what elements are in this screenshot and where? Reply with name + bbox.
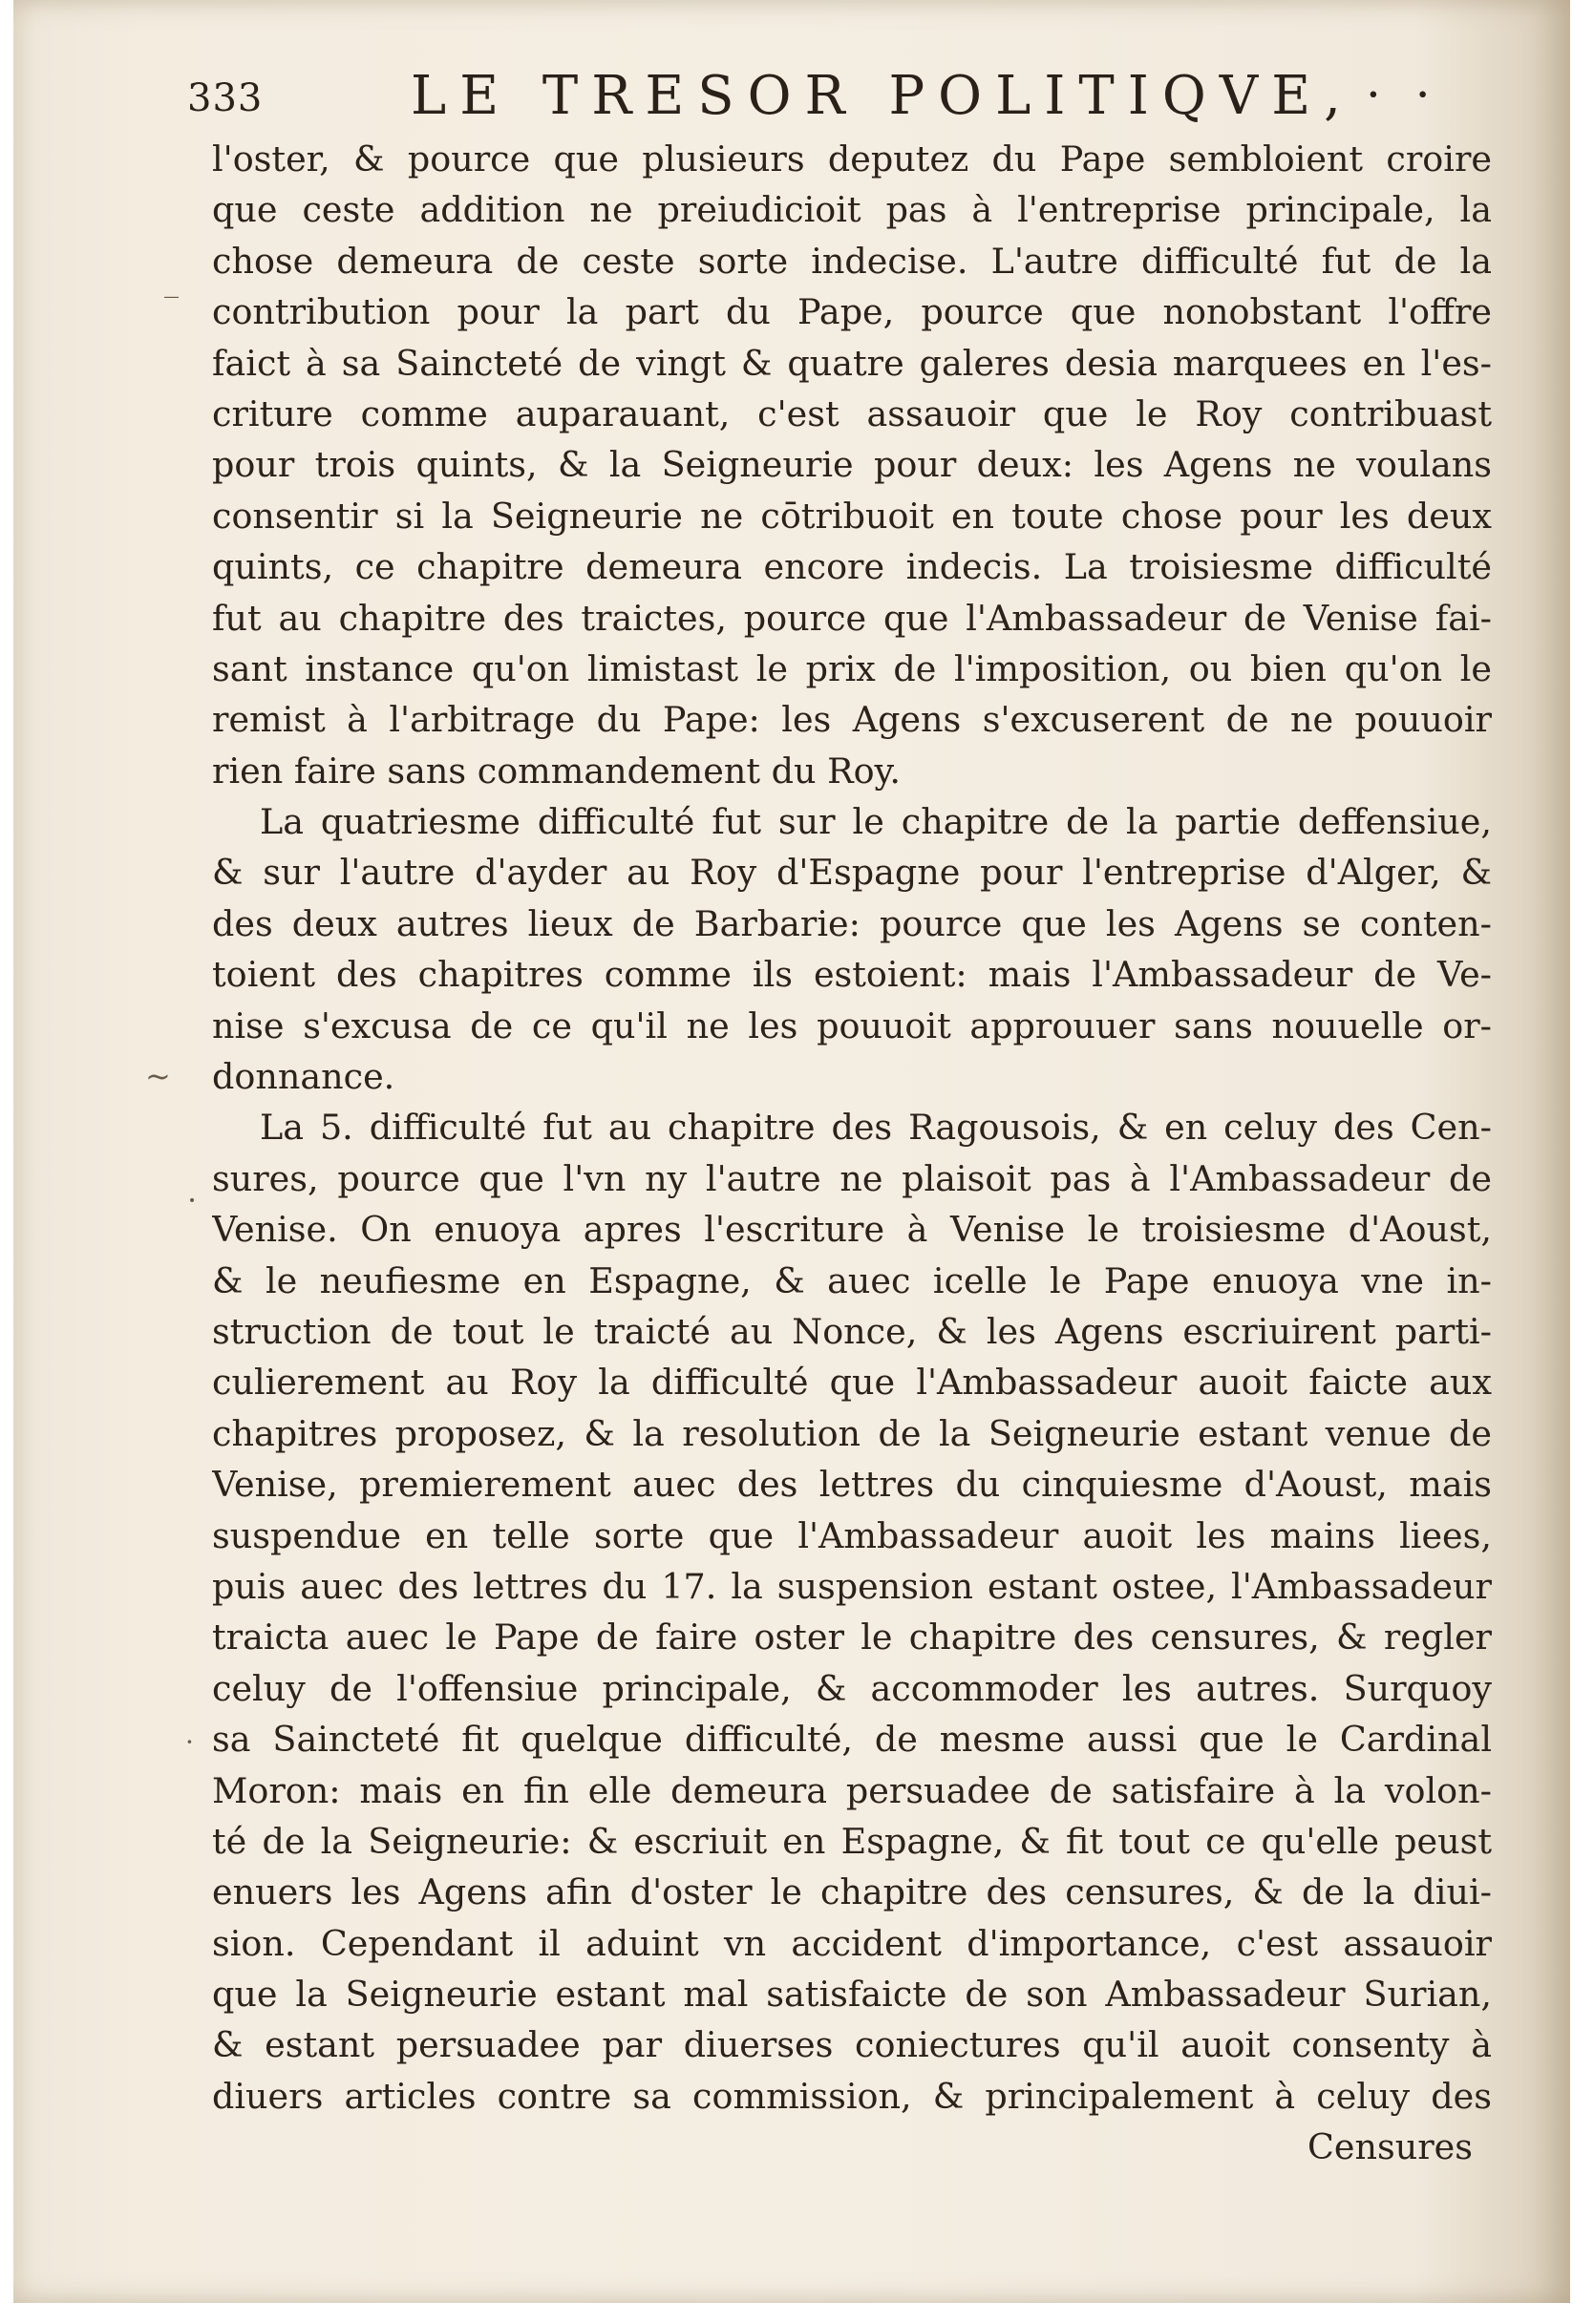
text-line: rien faire sans commandement du Roy. <box>212 750 901 792</box>
header-ornament: · · <box>1366 67 1440 122</box>
text-line: puis auec des lettres du 17. la suspension estant ostee, l'Ambassadeur <box>212 1565 1492 1607</box>
text-line: té de la Seigneurie: & escriuit en Espagne, & fit tout ce qu'elle peust <box>212 1820 1492 1862</box>
text-line: des deux autres lieux de Barbarie: pource que les Agens se conten- <box>212 902 1492 944</box>
text-line: l'oster, & pource que plusieurs deputez du Pape sembloient croire <box>212 138 1492 180</box>
text-line: sa Saincteté fit quelque difficulté, de mesme aussi que le Cardinal <box>212 1719 1492 1761</box>
running-title: LE TRESOR POLITIQVE, <box>411 65 1354 127</box>
text-line: & sur l'autre d'ayder au Roy d'Espagne pour l'entreprise d'Alger, & <box>212 852 1492 894</box>
text-line: sion. Cependant il aduint vn accident d'importance, c'est assauoir <box>212 1922 1492 1964</box>
margin-mark: ~ <box>145 1058 171 1094</box>
margin-mark: · <box>185 1726 194 1758</box>
text-line: Venise. On enuoya apres l'escriture à Venise le troisiesme d'Aoust, <box>212 1209 1492 1251</box>
text-line: enuers les Agens afin d'oster le chapitre des censures, & de la diui- <box>212 1871 1492 1913</box>
text-line: La 5. difficulté fut au chapitre des Ragousois, & en celuy des Cen- <box>260 1107 1492 1149</box>
text-line: que ceste addition ne preiudicioit pas à l'entreprise principale, la <box>212 189 1492 231</box>
text-line: criture comme auparauant, c'est assauoir que le Roy contribuast <box>212 392 1492 434</box>
text-line: faict à sa Saincteté de vingt & quatre galeres desia marquees en l'es- <box>212 342 1492 384</box>
text-line: suspendue en telle sorte que l'Ambassadeur auoit les mains liees, <box>212 1514 1492 1556</box>
text-line: culierement au Roy la difficulté que l'Ambassadeur auoit faicte aux <box>212 1362 1492 1404</box>
text-line: nise s'excusa de ce qu'il ne les pouuoit approuuer sans nouuelle or- <box>212 1004 1492 1046</box>
text-line: quints, ce chapitre demeura encore indecis. La troisiesme difficulté <box>212 546 1492 588</box>
text-line: celuy de l'offensiue principale, & accommoder les autres. Surquoy <box>212 1667 1492 1709</box>
page-number: 333 <box>187 76 264 120</box>
text-line: Venise, premierement auec des lettres du cinquiesme d'Aoust, mais <box>212 1464 1492 1506</box>
text-line: chapitres proposez, & la resolution de la Seigneurie estant venue de <box>212 1412 1492 1454</box>
text-line: que la Seigneurie estant mal satisfaicte de son Ambassadeur Surian, <box>212 1974 1492 2016</box>
text-line: consentir si la Seigneurie ne cōtribuoit en toute chose pour les deux <box>212 495 1492 537</box>
text-line: donnance. <box>212 1056 395 1098</box>
body-text <box>212 134 1492 2173</box>
text-line: sures, pource que l'vn ny l'autre ne plaisoit pas à l'Ambassadeur de <box>212 1157 1492 1199</box>
text-line: contribution pour la part du Pape, pource que nonobstant l'offre <box>212 291 1492 333</box>
text-line: Moron: mais en fin elle demeura persuadee de satisfaire à la volon- <box>212 1769 1492 1811</box>
text-line: chose demeura de ceste sorte indecise. L'autre difficulté fut de la <box>212 240 1492 282</box>
text-line: remist à l'arbitrage du Pape: les Agens s'excuserent de ne pouuoir <box>212 699 1492 741</box>
text-line: La quatriesme difficulté fut sur le chapitre de la partie deffensiue, <box>260 801 1492 843</box>
text-line: sant instance qu'on limistast le prix de l'imposition, ou bien qu'on le <box>212 647 1492 689</box>
margin-mark: _ <box>164 265 179 299</box>
text-line: & estant persuadee par diuerses coniectures qu'il auoit consenty à <box>212 2024 1492 2066</box>
text-line: fut au chapitre des traictes, pource que l'Ambassadeur de Venise fai- <box>212 597 1492 639</box>
margin-mark: · <box>187 1182 198 1218</box>
text-line: toient des chapitres comme ils estoient: mais l'Ambassadeur de Ve- <box>212 954 1492 996</box>
catchword: Censures <box>1307 2126 1473 2168</box>
text-line: traicta auec le Pape de faire oster le chapitre des censures, & regler <box>212 1616 1492 1658</box>
text-line: diuers articles contre sa commission, & principalement à celuy des <box>212 2075 1492 2117</box>
page-header <box>153 59 1490 126</box>
text-line: pour trois quints, & la Seigneurie pour deux: les Agens ne voulans <box>212 444 1492 486</box>
text-line: & le neufiesme en Espagne, & auec icelle le Pape enuoya vne in- <box>212 1259 1492 1301</box>
text-line: struction de tout le traicté au Nonce, & les Agens escriuirent parti- <box>212 1310 1492 1352</box>
